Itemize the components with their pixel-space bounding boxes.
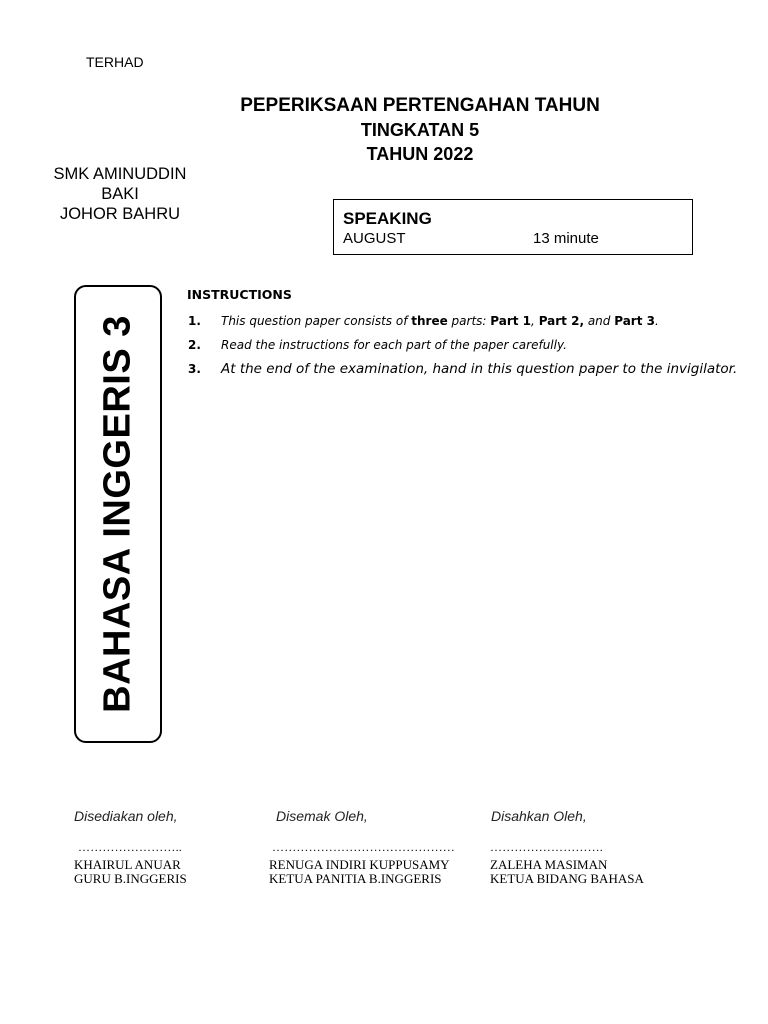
instruction-item bbox=[188, 338, 728, 362]
subject-title-vertical: BAHASA INGGERIS 3 bbox=[96, 315, 139, 713]
exam-form: TINGKATAN 5 bbox=[360, 120, 480, 140]
paper-month: AUGUST bbox=[343, 230, 406, 247]
signature-line: ………………………. bbox=[490, 840, 603, 854]
instructions-list bbox=[188, 314, 738, 386]
instruction-text: This question paper consists of three parts: Part 1, Part 2, and Part 3. bbox=[221, 314, 659, 328]
paper-component: SPEAKING bbox=[343, 209, 432, 228]
preparer-name: KHAIRUL ANUAR bbox=[74, 857, 181, 872]
school-line-3: JOHOR BAHRU bbox=[59, 205, 181, 223]
exam-year: TAHUN 2022 bbox=[366, 144, 474, 164]
school-line-2: BAKI bbox=[101, 185, 139, 203]
checker-name: RENUGA INDIRI KUPPUSAMY bbox=[269, 857, 450, 872]
instruction-number: 2. bbox=[188, 338, 201, 352]
approver-role: KETUA BIDANG BAHASA bbox=[490, 871, 644, 886]
exam-title: PEPERIKSAAN PERTENGAHAN TAHUN bbox=[240, 95, 600, 116]
paper-duration: 13 minute bbox=[533, 230, 599, 247]
subject-side-box bbox=[74, 285, 162, 743]
signature-line: …………………….. bbox=[78, 840, 182, 854]
instructions-heading: INSTRUCTIONS bbox=[187, 287, 292, 302]
checker-role: KETUA PANITIA B.INGGERIS bbox=[269, 871, 442, 886]
approved-by-label: Disahkan Oleh, bbox=[491, 808, 587, 824]
approver-name: ZALEHA MASIMAN bbox=[490, 857, 608, 872]
prepared-by-label: Disediakan oleh, bbox=[74, 808, 178, 824]
instruction-number: 1. bbox=[188, 314, 201, 328]
school-name bbox=[40, 164, 200, 224]
instruction-item bbox=[188, 361, 738, 386]
classification-label: TERHAD bbox=[86, 54, 144, 70]
instruction-text: Read the instructions for each part of the paper carefully. bbox=[221, 338, 567, 352]
paper-info-box bbox=[333, 199, 693, 255]
checked-by-label: Disemak Oleh, bbox=[276, 808, 368, 824]
instruction-text: At the end of the examination, hand in this question paper to the invigilator. bbox=[221, 361, 738, 377]
instruction-number: 3. bbox=[188, 362, 201, 376]
preparer-role: GURU B.INGGERIS bbox=[74, 871, 187, 886]
signature-line: ……………………………………… bbox=[272, 840, 455, 854]
paper-info-row bbox=[343, 230, 692, 247]
instruction-item bbox=[188, 314, 728, 338]
school-line-1: SMK AMINUDDIN bbox=[53, 165, 187, 183]
